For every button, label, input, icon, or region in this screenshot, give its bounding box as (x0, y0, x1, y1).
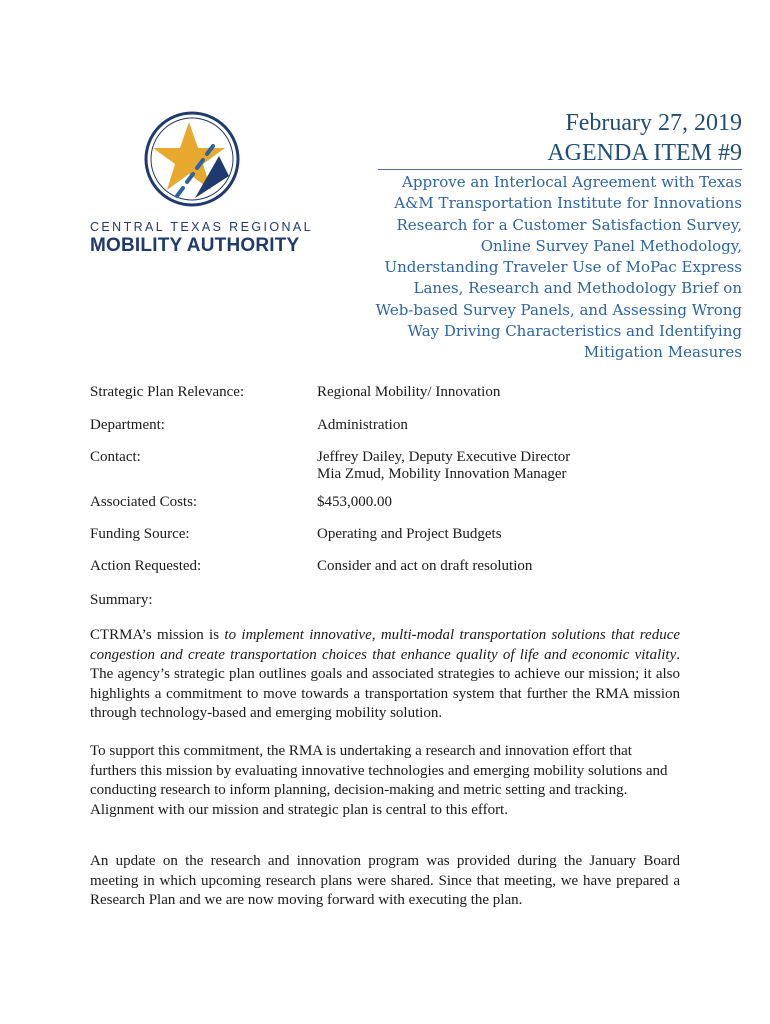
field-costs (90, 494, 690, 526)
field-value: Operating and Project Budgets (317, 526, 502, 542)
contact-line: Mia Zmud, Mobility Innovation Manager (317, 466, 567, 482)
field-label: Funding Source: (90, 526, 190, 542)
org-name-line1: CENTRAL TEXAS REGIONAL (90, 220, 313, 234)
field-contact (90, 449, 690, 494)
mission-rest: . The agency’s strategic plan outlines goals and associated strategies to achieve our mission; it also highlights a commitment to move towards a transportation system that further the RMA mission through technology-based and emerging mobility solution. (90, 646, 680, 721)
field-department (90, 417, 690, 449)
field-strategic (90, 384, 690, 417)
summary-paragraph-2: To support this commitment, the RMA is undertaking a research and innovation effort that furthers this mission by evaluating innovative technologies and emerging mobility solutions and conducting research to inform planning, decision-making and metric setting and tracking. Alignment with our mission and strategic plan is central to this effort. (90, 743, 668, 818)
agenda-item: AGENDA ITEM #9 (547, 140, 742, 166)
field-label: Associated Costs: (90, 494, 198, 510)
summary-paragraph-3: An update on the research and innovation program was provided during the January Board meeting in which upcoming research plans were shared. Since that meeting, we have prepared a Research Plan and we are now moving forward with executing the plan. (90, 853, 680, 908)
field-label: Department: (90, 417, 165, 433)
summary-heading: Summary: (90, 592, 153, 608)
field-value: Administration (317, 417, 408, 433)
field-action (90, 558, 690, 590)
field-funding (90, 526, 690, 558)
star-road-logo-icon (143, 110, 241, 208)
org-name-line2: MOBILITY AUTHORITY (90, 235, 300, 256)
field-value (317, 449, 690, 494)
field-value: Regional Mobility/ Innovation (317, 384, 501, 400)
field-value: Consider and act on draft resolution (317, 558, 533, 574)
field-label: Action Requested: (90, 558, 202, 574)
ctrma-logo (90, 110, 313, 260)
contact-line: Jeffrey Dailey, Deputy Executive Director (317, 449, 571, 465)
field-value: $453,000.00 (317, 494, 392, 510)
field-label: Contact: (90, 449, 141, 465)
header (372, 108, 742, 168)
meeting-date: February 27, 2019 (565, 110, 742, 136)
mission-lead: CTRMA’s mission is (90, 627, 225, 643)
header-divider (378, 169, 742, 170)
agenda-title: Approve an Interlocal Agreement with Texas A&M Transportation Institute for Innovations Research for a Customer Satisfaction Survey, Online Survey Panel Methodology, Understanding Traveler Use of MoPac Express Lanes, Research and Methodology Brief on Web-based Survey Panels, and Assessing Wrong Way Driving Characteristics and Identifying Mitigation Measures (375, 173, 742, 362)
summary-paragraph-1 (90, 626, 680, 724)
field-label: Strategic Plan Relevance: (90, 384, 245, 400)
item-details (90, 384, 690, 590)
mission-statement: to implement innovative, multi-modal transportation solutions that reduce congestion and create transportation choices that enhance quality of life and economic vitality (90, 627, 681, 663)
